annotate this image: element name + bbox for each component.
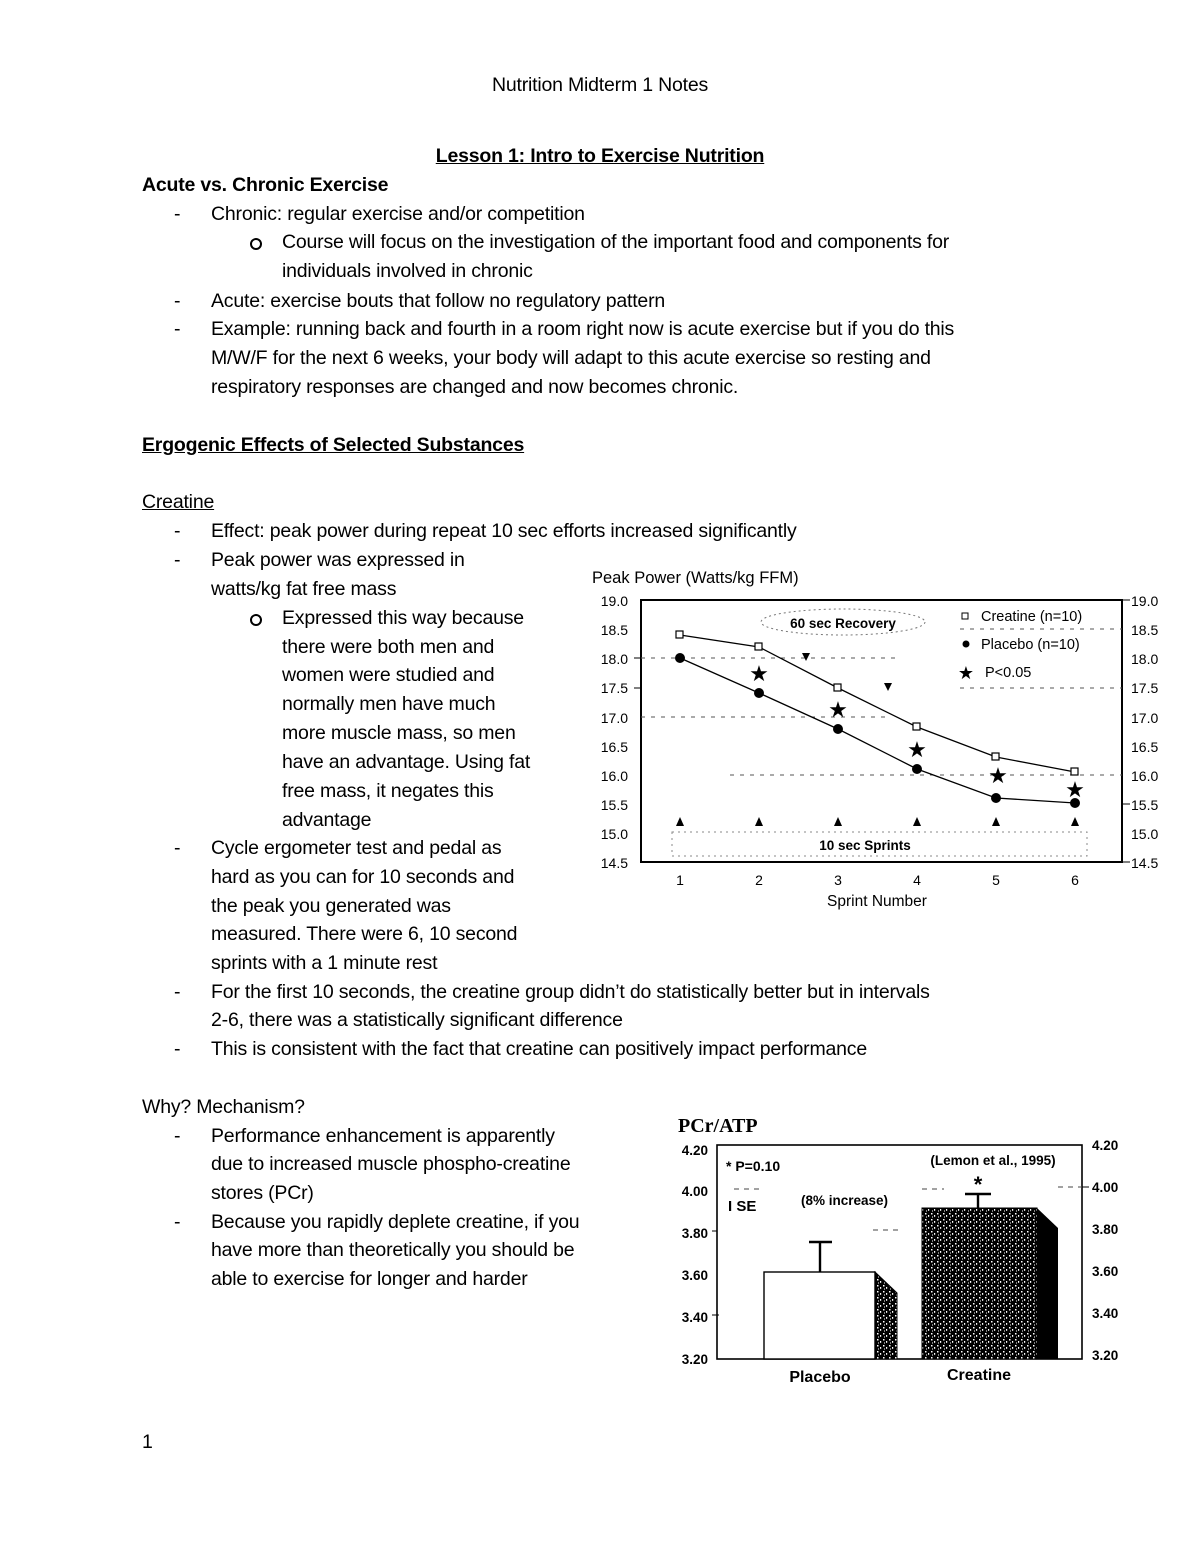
svg-text:★: ★: [957, 663, 975, 683]
x-tick-label: 6: [1071, 872, 1079, 888]
x-tick-label: 5: [992, 872, 1000, 888]
pcr-atp-chart: [660, 1105, 1140, 1395]
y-tick-label-right: 14.5: [1131, 855, 1159, 871]
y-tick-label: 3.80: [681, 1226, 708, 1241]
bullet-cycle-line2: hard as you can for 10 seconds and: [211, 866, 515, 888]
circle-bullet-icon: [250, 614, 262, 626]
y-tick-label: 3.40: [681, 1310, 708, 1325]
bullet-example-line2: M/W/F for the next 6 weeks, your body will adapt to this acute exercise so resting and: [211, 347, 931, 369]
legend-placebo: Placebo (n=10): [981, 637, 1080, 653]
y-tick-label-right: 17.5: [1131, 680, 1159, 696]
bullet-because-line2: have more than theoretically you should be: [211, 1239, 575, 1261]
y-tick-label: 16.0: [600, 768, 628, 784]
bullet-perf-line1: Performance enhancement is apparently: [211, 1125, 555, 1147]
dash-bullet: -: [174, 1211, 181, 1233]
lesson-heading: Lesson 1: Intro to Exercise Nutrition: [435, 145, 765, 167]
x-tick-label: 4: [913, 872, 921, 888]
y-tick-label-right: 19.0: [1131, 593, 1159, 609]
subheading-mechanism: Why? Mechanism?: [142, 1096, 305, 1118]
bullet-effect: Effect: peak power during repeat 10 sec efforts increased significantly: [211, 520, 797, 542]
bullet-peak-power-line2: watts/kg fat free mass: [211, 578, 397, 600]
bullet-acute: Acute: exercise bouts that follow no regulatory pattern: [211, 290, 666, 312]
chart-title: PCr/ATP: [678, 1115, 758, 1137]
y-tick-label: 3.60: [681, 1268, 708, 1283]
dash-bullet: -: [174, 549, 181, 571]
circle-bullet-icon: [250, 238, 262, 250]
peak-power-chart: [560, 560, 1180, 920]
category-label-placebo: Placebo: [789, 1369, 851, 1386]
y-tick-label: 4.20: [681, 1143, 708, 1158]
y-tick-label: 18.0: [600, 651, 628, 667]
y-tick-label-right: 3.20: [1092, 1348, 1119, 1363]
svg-text:★: ★: [988, 763, 1008, 788]
bullet-example-line3: respiratory responses are changed and now becomes chronic.: [211, 376, 739, 398]
section-heading-acute-chronic: Acute vs. Chronic Exercise: [142, 174, 389, 196]
y-tick-label-right: 16.5: [1131, 739, 1159, 755]
y-tick-label: 4.00: [681, 1184, 708, 1199]
page-number: 1: [142, 1431, 153, 1453]
y-tick-label-right: 17.0: [1131, 710, 1159, 726]
dash-bullet: -: [174, 837, 181, 859]
sub-bullet-expressed-line4: normally men have much: [282, 693, 496, 715]
sprints-annotation: 10 sec Sprints: [819, 838, 911, 853]
y-tick-label: 16.5: [600, 739, 628, 755]
svg-text:★: ★: [749, 661, 769, 686]
sub-bullet-expressed-line7: free mass, it negates this: [282, 780, 494, 802]
bullet-consistent: This is consistent with the fact that creatine can positively impact performance: [211, 1038, 867, 1060]
x-tick-label: 3: [834, 872, 842, 888]
sub-bullet-course-line2: individuals involved in chronic: [282, 260, 533, 282]
bullet-peak-power-line1: Peak power was expressed in: [211, 549, 465, 571]
sub-bullet-expressed-line1: Expressed this way because: [282, 607, 524, 629]
bullet-perf-line3: stores (PCr): [211, 1182, 314, 1204]
bullet-cycle-line3: the peak you generated was: [211, 895, 451, 917]
x-axis-label: Sprint Number: [827, 893, 927, 910]
recovery-annotation: 60 sec Recovery: [790, 616, 896, 631]
dash-bullet: -: [174, 1125, 181, 1147]
sub-bullet-expressed-line5: more muscle mass, so men: [282, 722, 516, 744]
chart-title: Peak Power (Watts/kg FFM): [592, 569, 799, 587]
svg-text:★: ★: [1065, 777, 1085, 802]
x-tick-label: 2: [755, 872, 763, 888]
creatine-series-line: [680, 635, 1075, 772]
bullet-chronic: Chronic: regular exercise and/or competition: [211, 203, 585, 225]
sub-bullet-expressed-line3: women were studied and: [282, 664, 495, 686]
dash-bullet: -: [174, 1038, 181, 1060]
svg-text:★: ★: [828, 697, 848, 722]
y-tick-label-right: 3.60: [1092, 1264, 1119, 1279]
document-title: Nutrition Midterm 1 Notes: [491, 74, 709, 96]
dash-bullet: -: [174, 520, 181, 542]
increase-note: (8% increase): [801, 1193, 889, 1208]
significance-note: * P=0.10: [726, 1158, 781, 1174]
y-tick-label-right: 15.0: [1131, 826, 1159, 842]
bullet-first-line2: 2-6, there was a statistically significant difference: [211, 1009, 623, 1031]
y-tick-label: 19.0: [600, 593, 628, 609]
y-tick-label-right: 18.0: [1131, 651, 1159, 667]
creatine-significance-star: *: [973, 1172, 983, 1197]
bullet-because-line3: able to exercise for longer and harder: [211, 1268, 528, 1290]
legend-creatine: Creatine (n=10): [981, 609, 1083, 625]
bullet-cycle-line1: Cycle ergometer test and pedal as: [211, 837, 502, 859]
se-note: I SE: [728, 1198, 757, 1215]
bullet-example-line1: Example: running back and fourth in a room right now is acute exercise but if you do this: [211, 318, 955, 340]
bullet-cycle-line5: sprints with a 1 minute rest: [211, 952, 438, 974]
section-heading-ergogenic: Ergogenic Effects of Selected Substances: [142, 434, 525, 456]
y-tick-label-right: 18.5: [1131, 622, 1159, 638]
placebo-bar: [764, 1272, 875, 1359]
legend-significance: P<0.05: [985, 665, 1032, 681]
y-tick-label-right: 15.5: [1131, 797, 1159, 813]
dash-bullet: -: [174, 203, 181, 225]
sub-bullet-expressed-line6: have an advantage. Using fat: [282, 751, 531, 773]
y-tick-label: 15.5: [600, 797, 628, 813]
x-tick-label: 1: [676, 872, 684, 888]
dash-bullet: -: [174, 981, 181, 1003]
y-tick-label-right: 3.40: [1092, 1306, 1119, 1321]
category-label-creatine: Creatine: [946, 1367, 1012, 1384]
y-tick-label-right: 3.80: [1092, 1222, 1119, 1237]
citation-note: (Lemon et al., 1995): [930, 1153, 1056, 1168]
svg-text:★: ★: [907, 737, 927, 762]
sub-bullet-expressed-line2: there were both men and: [282, 636, 495, 658]
y-tick-label: 3.20: [681, 1352, 708, 1367]
y-tick-label: 17.0: [600, 710, 628, 726]
sub-bullet-expressed-line8: advantage: [282, 809, 372, 831]
y-tick-label: 14.5: [600, 855, 628, 871]
dash-bullet: -: [174, 318, 181, 340]
bullet-first-line1: For the first 10 seconds, the creatine group didn’t do statistically better but in intervals: [211, 981, 930, 1003]
sub-bullet-course-line1: Course will focus on the investigation of the important food and components for: [282, 231, 950, 253]
bullet-cycle-line4: measured. There were 6, 10 second: [211, 923, 518, 945]
y-tick-label-right: 4.20: [1092, 1138, 1119, 1153]
y-tick-label-right: 16.0: [1131, 768, 1159, 784]
creatine-bar: [922, 1208, 1037, 1359]
bullet-perf-line2: due to increased muscle phospho-creatine: [211, 1153, 571, 1175]
y-tick-label: 17.5: [600, 680, 628, 696]
dash-bullet: -: [174, 290, 181, 312]
bullet-because-line1: Because you rapidly deplete creatine, if you: [211, 1211, 580, 1233]
y-tick-label-right: 4.00: [1092, 1180, 1119, 1195]
y-tick-label: 18.5: [600, 622, 628, 638]
y-tick-label: 15.0: [600, 826, 628, 842]
subheading-creatine: Creatine: [142, 491, 215, 513]
